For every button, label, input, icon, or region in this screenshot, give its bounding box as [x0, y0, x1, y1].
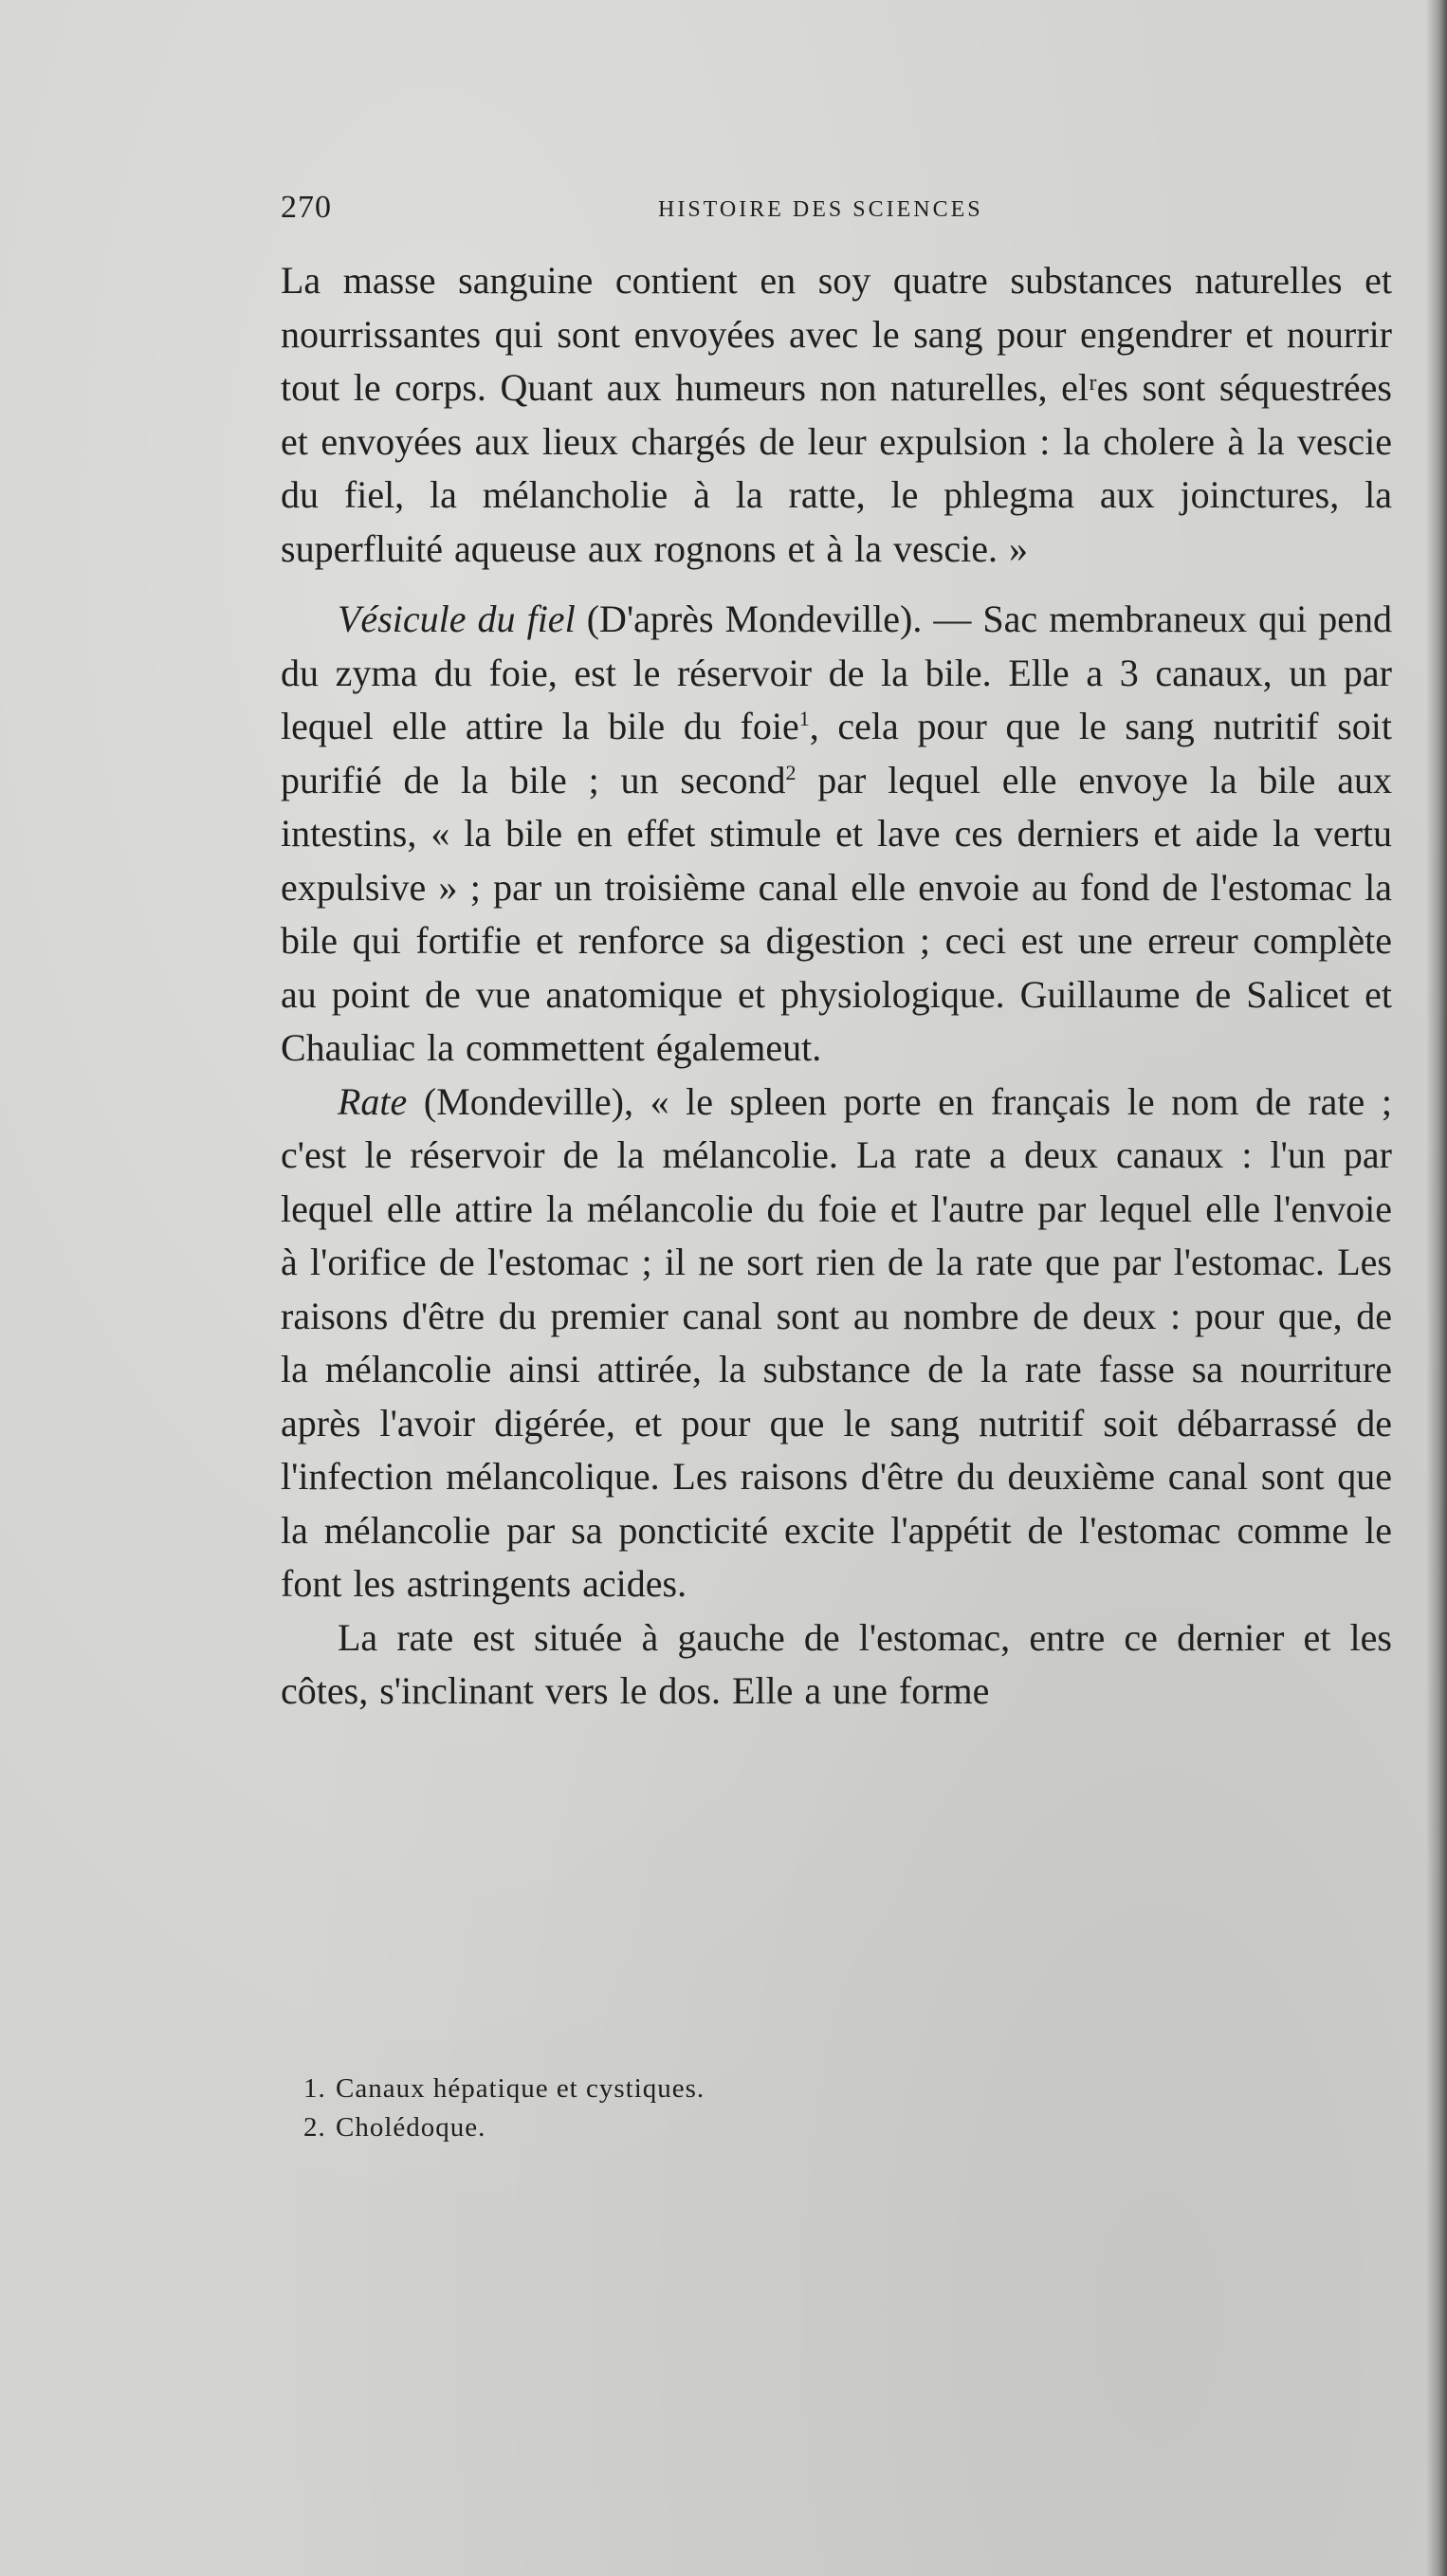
gallbladder-text-b: , cela pour que le sang nutritif soit purifié de la bile ; un second [281, 705, 1392, 801]
footnote-number: 1. [303, 2073, 326, 2104]
paragraph-spleen [281, 1076, 1392, 1611]
running-head [281, 190, 1428, 237]
footnote-ref-2[interactable]: 2 [785, 760, 797, 784]
running-title: HISTOIRE DES SCIENCES [658, 197, 983, 222]
footnotes [303, 2070, 1157, 2147]
gallbladder-text-a: (D'après Mondeville). — Sac membraneux qui pend du zyma du foie, est le réservoir de la bile. Elle a 3 canaux, un par lequel elle attire la bile du foie [281, 598, 1392, 747]
spleen-heading: Rate [338, 1079, 408, 1123]
paragraph-spleen-position: La rate est située à gauche de l'estomac, entre ce dernier et les côtes, s'inclinant vers le dos. Elle a une forme [281, 1615, 1392, 1712]
footnote-text: Cholédoque. [336, 2112, 486, 2143]
paragraph-blood-humours: La masse sanguine contient en soy quatre substances naturelles et nourrissantes qui sont envoyées avec le sang pour engendrer et nourrir tout le corps. Quant aux humeurs non naturelles, elʳes sont séquestrées et envoyées aux lieux chargés de leur expulsion : la cholere à la vescie du fiel, la mélancholie à la ratte, le phlegma aux joinctures, la superfluité aqueuse aux rognons et à la vescie. » [281, 259, 1392, 570]
paragraph-gallbladder [281, 593, 1392, 1076]
footnote-ref-1[interactable]: 1 [798, 707, 810, 730]
body-text [281, 254, 1392, 1719]
footnote-number: 2. [303, 2112, 326, 2143]
page-number: 270 [281, 190, 332, 225]
spleen-text: (Mondeville), « le spleen porte en français le nom de rate ; c'est le réservoir de la mélancolie. La rate a deux canaux : l'un par lequel elle attire la mélancolie du foie et l'autre par lequel elle l'envoie à l'orifice de l'estomac ; il ne sort rien de la rate que par l'estomac. Les raisons d'être du premier canal sont au nombre de deux : pour que, de la mélancolie ainsi attirée, la substance de la rate fasse sa nourriture après l'avoir digérée, et pour que le sang nutritif soit débarrassé de l'infection mélancolique. Les raisons d'être du deuxième canal sont que la mélancolie par sa poncticité excite l'appétit de l'estomac comme le font les astringents acides. [281, 1079, 1392, 1605]
gallbladder-heading: Vésicule du fiel [338, 598, 576, 640]
footnote-1 [303, 2070, 1157, 2108]
footnote-2 [303, 2108, 1157, 2147]
page-edge-shadow [1426, 0, 1447, 2576]
gallbladder-text-c: par lequel elle envoye la bile aux intestins, « la bile en effet stimule et lave ces derniers et aide la vertu expulsive » ; par un troisième canal elle envoie au fond de l'estomac la bile qui fortifie et renforce sa digestion ; ceci est une erreur complète au point de vue anatomique et physiologique. Guillaume de Salicet et Chauliac la commettent égalemeut. [281, 758, 1392, 1069]
footnote-text: Canaux hépatique et cystiques. [336, 2073, 705, 2104]
